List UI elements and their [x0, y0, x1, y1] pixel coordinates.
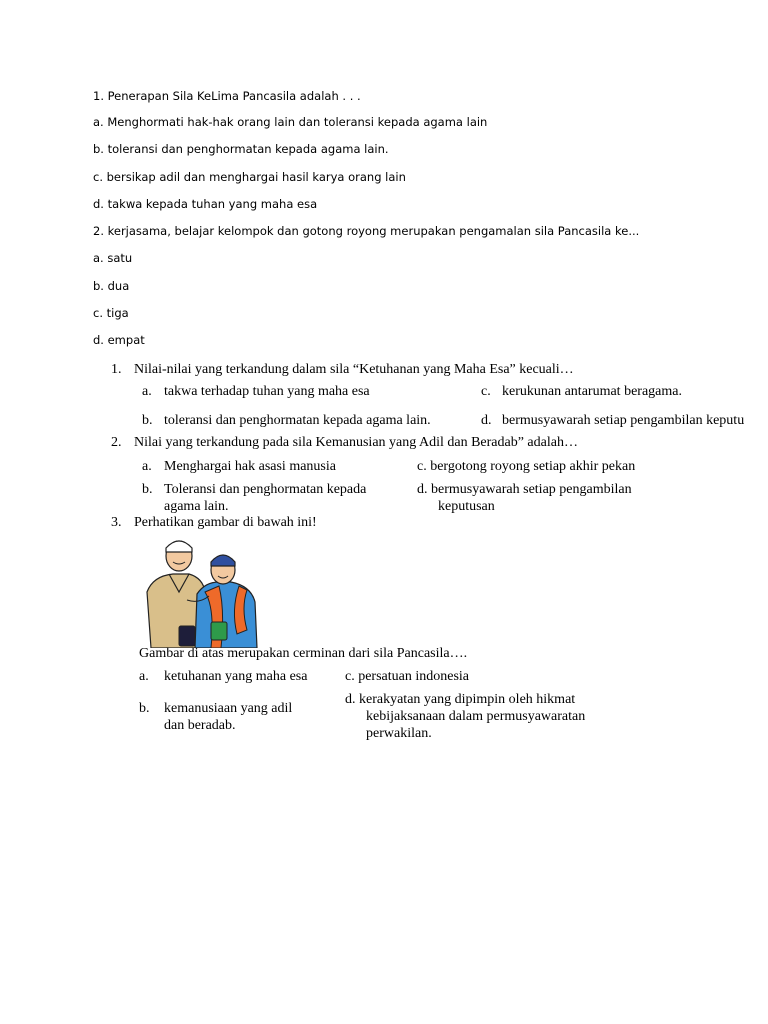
option-3b-d-line3: perwakilan. [366, 726, 432, 741]
option-3b-d-line2: kebijaksanaan dalam permusyawaratan [366, 709, 586, 724]
option-1a-b: b. toleransi dan penghormatan kepada agama lain. [93, 142, 389, 156]
option-2a-d: d. empat [93, 333, 145, 347]
question-3b: Perhatikan gambar di bawah ini! [134, 515, 317, 530]
option-3b-a: ketuhanan yang maha esa [164, 669, 308, 684]
question-3b-number: 3. [111, 515, 122, 530]
option-1b-c-letter: c. [481, 384, 491, 399]
option-1b-d: bermusyawarah setiap pengambilan keputu [502, 413, 745, 428]
question-2b: Nilai yang terkandung pada sila Kemanusian yang Adil dan Beradab” adalah… [134, 435, 578, 450]
option-2b-a-letter: a. [142, 459, 152, 474]
two-muslim-men-illustration [139, 530, 259, 648]
option-3b-a-letter: a. [139, 669, 149, 684]
option-2b-d: d. bermusyawarah setiap pengambilan [417, 482, 632, 497]
option-2b-c: c. bergotong royong setiap akhir pekan [417, 459, 636, 474]
illustration-icon [139, 530, 259, 648]
option-2b-b-line2: agama lain. [164, 499, 229, 514]
option-2a-c: c. tiga [93, 306, 129, 320]
option-2b-a: Menghargai hak asasi manusia [164, 459, 336, 474]
option-3b-d: d. kerakyatan yang dipimpin oleh hikmat [345, 692, 576, 707]
question-1b-number: 1. [111, 362, 122, 377]
option-3b-b-letter: b. [139, 701, 150, 716]
option-1a-d: d. takwa kepada tuhan yang maha esa [93, 197, 318, 211]
option-3b-b-line1: kemanusiaan yang adil [164, 701, 293, 716]
option-2a-b: b. dua [93, 279, 130, 293]
question-1a: 1. Penerapan Sila KeLima Pancasila adalah . . . [93, 89, 361, 103]
question-1b: Nilai-nilai yang terkandung dalam sila “Ketuhanan yang Maha Esa” kecuali… [134, 362, 574, 377]
option-1a-a: a. Menghormati hak-hak orang lain dan toleransi kepada agama lain [93, 115, 488, 129]
question-2a: 2. kerjasama, belajar kelompok dan gotong royong merupakan pengamalan sila Pancasila ke... [93, 224, 640, 238]
option-1b-d-letter: d. [481, 413, 492, 428]
question-2b-number: 2. [111, 435, 122, 450]
option-1b-c: kerukunan antarumat beragama. [502, 384, 682, 399]
option-1b-b: toleransi dan penghormatan kepada agama lain. [164, 413, 431, 428]
option-1b-a: takwa terhadap tuhan yang maha esa [164, 384, 370, 399]
option-3b-c: c. persatuan indonesia [345, 669, 470, 684]
option-2b-b-line1: Toleransi dan penghormatan kepada [164, 482, 367, 497]
option-2a-a: a. satu [93, 251, 133, 265]
option-1a-c: c. bersikap adil dan menghargai hasil karya orang lain [93, 170, 406, 184]
option-2b-b-letter: b. [142, 482, 153, 497]
question-3b-caption: Gambar di atas merupakan cerminan dari sila Pancasila…. [139, 646, 468, 661]
option-1b-a-letter: a. [142, 384, 152, 399]
option-3b-b-line2: dan beradab. [164, 718, 236, 733]
option-2b-d-line2: keputusan [438, 499, 495, 514]
option-1b-b-letter: b. [142, 413, 153, 428]
